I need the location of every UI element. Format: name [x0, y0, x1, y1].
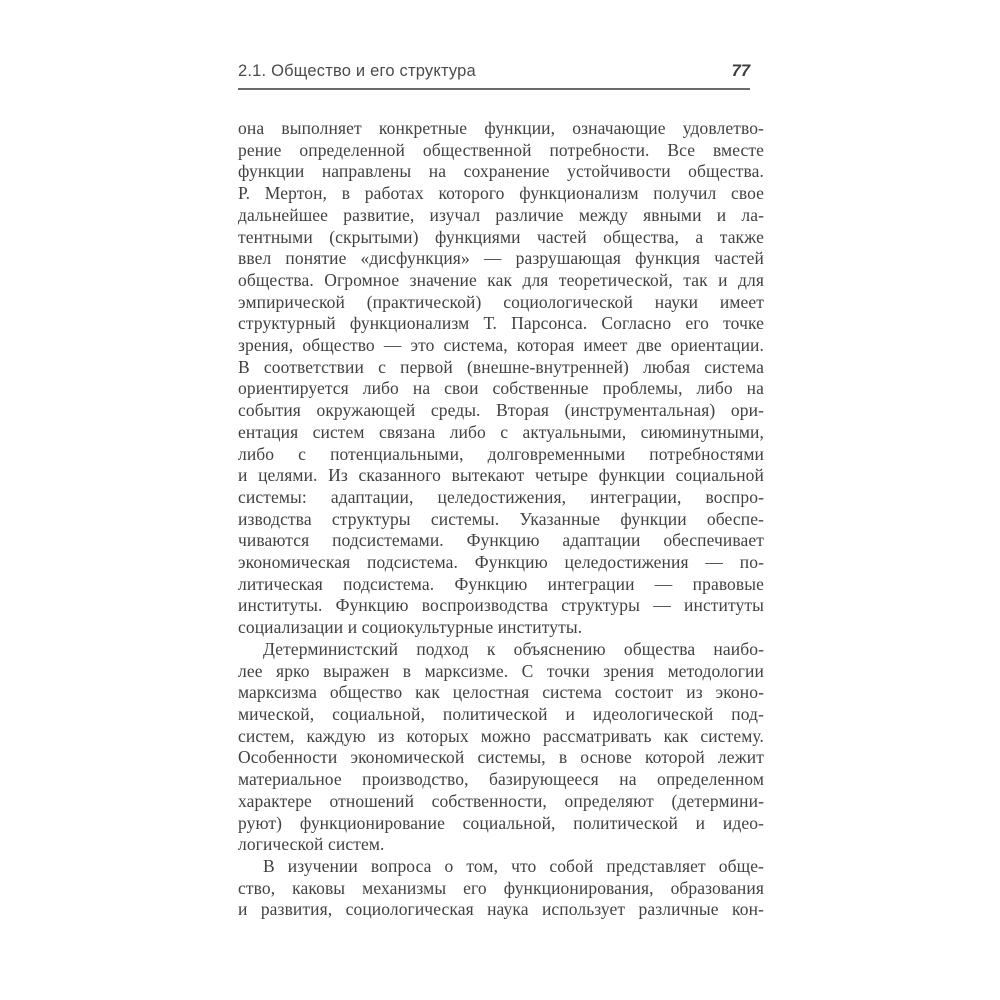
running-header [238, 62, 750, 90]
text-line: дальнейшее развитие, изучал различие между явными и ла- [238, 204, 764, 225]
text-line: систем, каждую из которых можно рассматривать как систему. [238, 725, 764, 746]
text-line: ентация систем связана либо с актуальными, сиюминутными, [238, 421, 764, 442]
text-line: экономическая подсистема. Функцию целедостижения — по- [238, 552, 764, 573]
page-body-text [238, 118, 764, 921]
text-line: марксизма общество как целостная система состоит из эконо- [238, 682, 764, 703]
text-line: лее ярко выражен в марксизме. С точки зрения методологии [238, 660, 764, 681]
text-line: чиваются подсистемами. Функцию адаптации обеспечивает [238, 530, 764, 551]
text-line: тентными (скрытыми) функциями частей общества, а также [238, 226, 764, 247]
text-line: функции направлены на сохранение устойчивости общества. [238, 161, 764, 182]
paragraph [238, 856, 764, 921]
text-line: и развития, социологическая наука использует различные кон- [238, 899, 764, 920]
text-line: системы: адаптации, целедостижения, интеграции, воспро- [238, 486, 764, 507]
text-line: В соответствии с первой (внешне-внутренней) любая система [238, 356, 764, 377]
text-line: либо с потенциальными, долговременными потребностями [238, 443, 764, 464]
text-line: мической, социальной, политической и идеологической под- [238, 703, 764, 724]
text-line: ориентируется либо на свои собственные проблемы, либо на [238, 378, 764, 399]
text-line: она выполняет конкретные функции, означающие удовлетво- [238, 118, 764, 138]
paragraph [238, 118, 764, 639]
text-line: изводства структуры системы. Указанные функции обеспе- [238, 508, 764, 529]
text-line: Особенности экономической системы, в основе которой лежит [238, 747, 764, 768]
page-number: 77 [731, 62, 750, 80]
text-line: В изучении вопроса о том, что собой представляет обще- [263, 855, 764, 876]
text-line: структурный функционализм Т. Парсонса. Согласно его точке [238, 313, 764, 334]
text-line: руют) функционирование социальной, политической и идео- [238, 812, 764, 833]
text-line: эмпирической (практической) социологической науки имеет [238, 291, 764, 312]
text-line: рение определенной общественной потребности. Все вместе [238, 139, 764, 160]
text-line: логической систем. [238, 834, 385, 855]
text-line: общества. Огромное значение как для теоретической, так и для [238, 269, 764, 290]
text-line: институты. Функцию воспроизводства структуры — институты [238, 595, 764, 616]
text-line: материальное производство, базирующееся на определенном [238, 769, 764, 790]
text-line: ввел понятие «дисфункция» — разрушающая функция частей [238, 248, 764, 269]
text-line: и целями. Из сказанного вытекают четыре функции социальной [238, 465, 764, 486]
text-line: литическая подсистема. Функцию интеграции — правовые [238, 573, 764, 594]
section-title: 2.1. Общество и его структура [238, 62, 476, 80]
text-line: характере отношений собственности, определяют (детермини- [238, 790, 764, 811]
text-line: Детерминистский подход к объяснению общества наибо- [263, 638, 764, 659]
text-line: Р. Мертон, в работах которого функционализм получил свое [238, 183, 764, 204]
text-line: зрения, общество — это система, которая имеет две ориентации. [238, 335, 764, 356]
text-line: ство, каковы механизмы его функционирования, образования [238, 877, 764, 898]
paragraph [238, 639, 764, 856]
text-line: социализации и социокультурные институты. [238, 617, 583, 638]
text-line: события окружающей среды. Вторая (инструментальная) ори- [238, 400, 764, 421]
